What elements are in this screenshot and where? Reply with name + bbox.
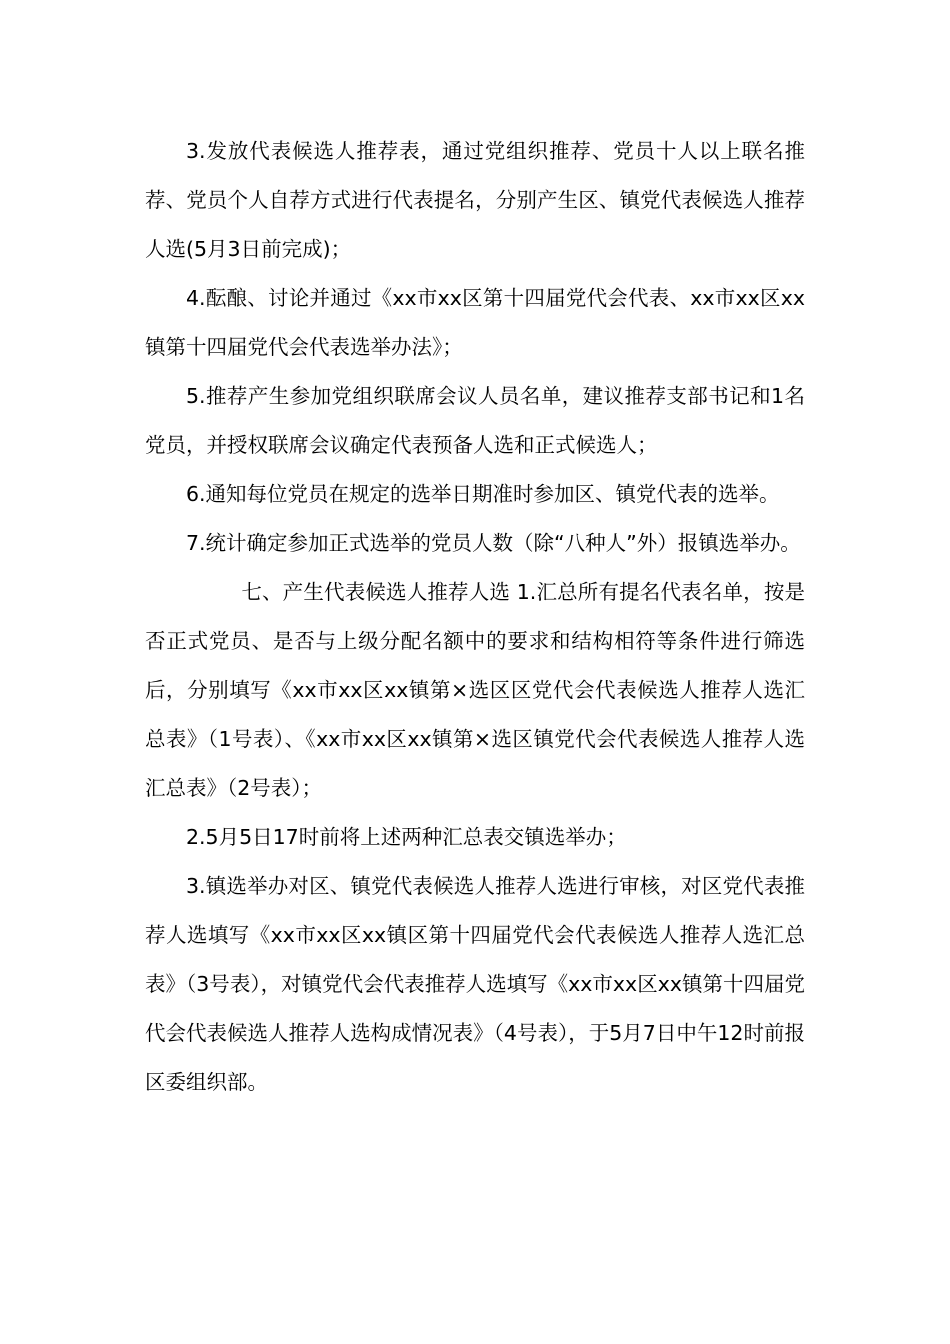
paragraph-item-3b: 3.镇选举办对区、镇党代表候选人推荐人选进行审核，对区党代表推荐人选填写《xx市xx区xx镇区第十四届党代会代表候选人推荐人选汇总表》（3号表），对镇党代会代表推荐人选填写《xx市xx区xx镇第十四届党代会代表候选人推荐人选构成情况表》（4号表），于5月7日中午12时前报区委组织部。: [145, 874, 805, 1094]
document-body: [145, 127, 805, 1107]
paragraph-item-4: 4.酝酿、讨论并通过《xx市xx区第十四届党代会代表、xx市xx区xx镇第十四届党代会代表选举办法》；: [145, 286, 805, 359]
paragraph-item-6: 6.通知每位党员在规定的选举日期准时参加区、镇党代表的选举。: [186, 482, 780, 506]
paragraph-item-5: 5.推荐产生参加党组织联席会议人员名单，建议推荐支部书记和1名党员，并授权联席会议确定代表预备人选和正式候选人；: [145, 384, 805, 457]
paragraph-item-7: 7.统计确定参加正式选举的党员人数（除“八种人”外）报镇选举办。: [186, 531, 801, 555]
paragraph-item-2: 2.5月5日17时前将上述两种汇总表交镇选举办；: [186, 825, 627, 849]
section-seven-paragraph: 七、产生代表候选人推荐人选 1.汇总所有提名代表名单，按是否正式党员、是否与上级分配名额中的要求和结构相符等条件进行筛选后，分别填写《xx市xx区xx镇第×选区区党代会代表候选人推荐人选汇总表》（1号表）、《xx市xx区xx镇第×选区镇党代会代表候选人推荐人选汇总表》（2号表）；: [145, 580, 805, 800]
paragraph-item-3: 3.发放代表候选人推荐表，通过党组织推荐、党员十人以上联名推荐、党员个人自荐方式进行代表提名，分别产生区、镇党代表候选人推荐人选(5月3日前完成)；: [145, 139, 805, 261]
